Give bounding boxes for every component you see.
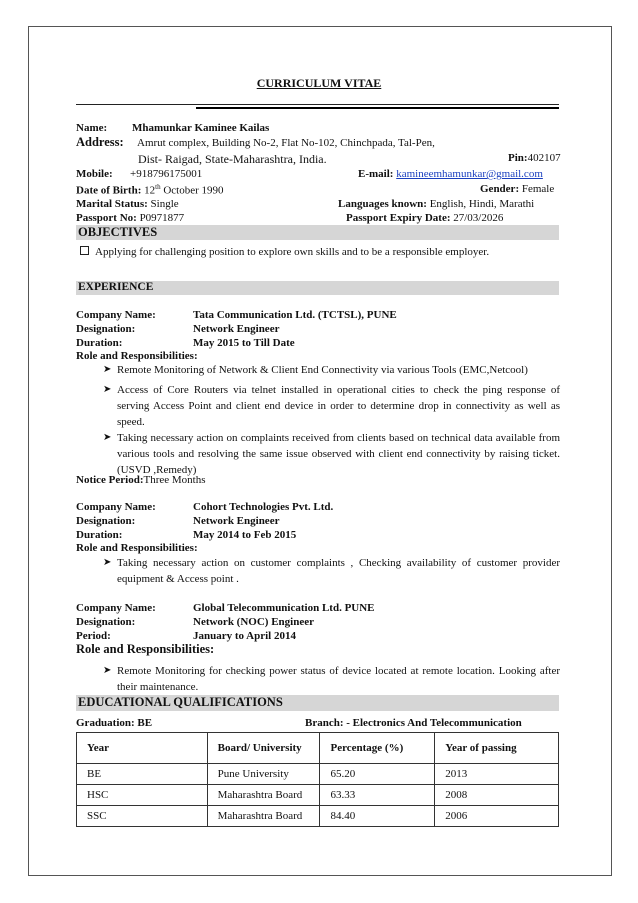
role-item	[103, 382, 560, 430]
notice-value: Three Months	[143, 474, 206, 486]
title-rule-thick	[196, 107, 559, 109]
passport-value: P0971877	[139, 212, 185, 224]
dob	[76, 183, 224, 197]
dob-suffix: th	[155, 183, 161, 191]
designation-value: Network (NOC) Engineer	[193, 616, 314, 628]
role-text: Taking necessary action on complaints received from clients based on technical data available from various tools and resolving the same issue observed with client end connectivity by raising ticket.(USVD ,Remedy)	[117, 432, 560, 476]
arrow-bullet-icon: ➤	[103, 665, 112, 676]
table-header-cell: Percentage (%)	[320, 733, 435, 764]
dob-day: 12	[144, 184, 156, 197]
table-cell: 2006	[435, 806, 559, 827]
graduation-label: Graduation: BE	[76, 717, 153, 729]
duration-label: Duration:	[76, 337, 123, 349]
table-header-cell: Board/ University	[207, 733, 320, 764]
table-cell: SSC	[77, 806, 208, 827]
duration-label: Period:	[76, 630, 111, 642]
email	[358, 168, 543, 180]
table-cell: 65.20	[320, 764, 435, 785]
marital-label: Marital Status:	[76, 198, 148, 210]
duration-value: May 2015 to Till Date	[193, 337, 295, 349]
role-item	[103, 663, 560, 695]
table-header-cell: Year of passing	[435, 733, 559, 764]
company-label: Company Name:	[76, 602, 156, 614]
roles-label: Role and Responsibilities:	[76, 642, 215, 656]
arrow-bullet-icon: ➤	[103, 364, 112, 375]
pin-label: Pin:	[508, 152, 528, 164]
table-cell: 2013	[435, 764, 559, 785]
role-text: Remote Monitoring of Network & Client End Connectivity via various Tools (EMC,Netcool)	[117, 364, 528, 376]
table-cell: 63.33	[320, 785, 435, 806]
address-line2: Dist- Raigad, State-Maharashtra, India.	[138, 152, 327, 166]
arrow-bullet-icon: ➤	[103, 557, 112, 568]
name-label: Name:	[76, 122, 108, 134]
arrow-bullet-icon: ➤	[103, 384, 112, 395]
objectives-heading: OBJECTIVES	[76, 225, 559, 240]
table-cell: HSC	[77, 785, 208, 806]
arrow-bullet-icon: ➤	[103, 432, 112, 443]
table-cell: Maharashtra Board	[207, 785, 320, 806]
objective-item	[80, 246, 489, 258]
table-row	[77, 785, 559, 806]
designation-label: Designation:	[76, 323, 136, 335]
designation-label: Designation:	[76, 515, 136, 527]
passport	[76, 212, 184, 224]
languages-value: English, Hindi, Marathi	[429, 198, 535, 210]
table-row	[77, 806, 559, 827]
designation-label: Designation:	[76, 616, 136, 628]
address-label: Address:	[76, 135, 124, 149]
checkbox-bullet-icon	[80, 246, 89, 255]
objective-text: Applying for challenging position to explore own skills and to be a responsible employer.	[95, 246, 490, 258]
languages	[338, 198, 534, 210]
table-cell: Pune University	[207, 764, 320, 785]
gender	[480, 183, 554, 195]
passport-expiry-label: Passport Expiry Date:	[346, 212, 451, 224]
name-value: Mhamunkar Kaminee Kailas	[132, 122, 270, 134]
email-label: E-mail:	[358, 168, 394, 180]
duration-label: Duration:	[76, 529, 123, 541]
company-label: Company Name:	[76, 309, 156, 321]
passport-expiry-value: 27/03/2026	[453, 212, 504, 224]
table-cell: 2008	[435, 785, 559, 806]
role-text: Taking necessary action on customer complaints , Checking availability of customer provider equipment & Access point .	[117, 557, 560, 585]
company-value: Tata Communication Ltd. (TCTSL), PUNE	[193, 309, 397, 321]
notice-period	[76, 474, 206, 486]
role-text: Remote Monitoring for checking power status of device located at remote location. Looking after their maintenance.	[117, 665, 560, 693]
role-item	[103, 430, 560, 478]
mobile-label: Mobile:	[76, 168, 113, 180]
duration-value: May 2014 to Feb 2015	[193, 529, 297, 541]
roles-label: Role and Responsibilities:	[76, 350, 198, 362]
title-rule	[76, 104, 559, 105]
role-text: Access of Core Routers via telnet installed in operational cities to check the ping response of serving Access Point and client end device in order to determine drop in connectivity as well as speed.	[117, 384, 560, 428]
table-header-cell: Year	[77, 733, 208, 764]
dob-label: Date of Birth:	[76, 184, 142, 197]
pin	[508, 152, 561, 164]
designation-value: Network Engineer	[193, 323, 280, 335]
roles-label: Role and Responsibilities:	[76, 542, 198, 554]
education-heading: EDUCATIONAL QUALIFICATIONS	[76, 695, 559, 711]
notice-label: Notice Period:	[76, 474, 144, 486]
marital	[76, 198, 179, 210]
company-label: Company Name:	[76, 501, 156, 513]
table-cell: BE	[77, 764, 208, 785]
marital-value: Single	[150, 198, 179, 210]
passport-expiry	[346, 212, 503, 224]
company-value: Global Telecommunication Ltd. PUNE	[193, 602, 375, 614]
address-line1: Amrut complex, Building No-2, Flat No-102, Chinchpada, Tal-Pen,	[137, 137, 435, 149]
role-item	[103, 362, 560, 378]
table-row	[77, 764, 559, 785]
email-link[interactable]: kamineemhamunkar@gmail.com	[396, 168, 543, 180]
duration-value: January to April 2014	[193, 630, 296, 642]
experience-heading: EXPERIENCE	[76, 281, 559, 295]
page-title: CURRICULUM VITAE	[256, 76, 382, 90]
mobile-value: +918796175001	[130, 168, 203, 180]
table-cell: 84.40	[320, 806, 435, 827]
dob-rest: October 1990	[163, 184, 224, 197]
pin-value: 402107	[527, 152, 561, 164]
table-header-row	[77, 733, 559, 764]
education-table	[76, 732, 559, 827]
passport-label: Passport No:	[76, 212, 137, 224]
gender-label: Gender:	[480, 183, 520, 195]
role-item	[103, 555, 560, 587]
branch-label: Branch: - Electronics And Telecommunication	[305, 717, 522, 729]
company-value: Cohort Technologies Pvt. Ltd.	[193, 501, 334, 513]
table-cell: Maharashtra Board	[207, 806, 320, 827]
languages-label: Languages known:	[338, 198, 427, 210]
designation-value: Network Engineer	[193, 515, 280, 527]
gender-value: Female	[521, 183, 555, 195]
